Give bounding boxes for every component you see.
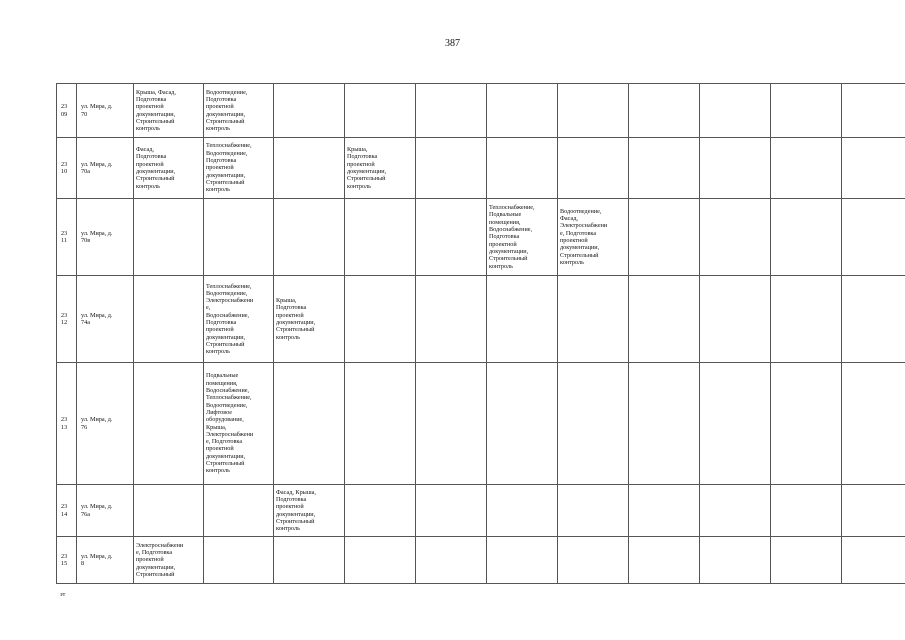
- work-cell: Подвальные помещения, Водоснабжение, Теплоснабжение, Водоотведение, Лифтовое оборудование, Крыша, Электроснабжени е, Подготовка проектной документации, Строительный контроль: [204, 363, 274, 485]
- work-cell: [629, 485, 700, 537]
- work-cell: [274, 138, 345, 199]
- work-cell: Фасад, Крыша, Подготовка проектной документации, Строительный контроль: [274, 485, 345, 537]
- work-cell: [700, 276, 771, 363]
- work-cell: [274, 537, 345, 584]
- work-cell: [700, 485, 771, 537]
- work-cell: [700, 138, 771, 199]
- work-cell: [700, 537, 771, 584]
- work-cell: [771, 84, 842, 138]
- row-number-cell: 23 11: [57, 199, 77, 276]
- work-cell: [842, 276, 905, 363]
- work-cell: [842, 84, 905, 138]
- work-cell: [629, 537, 700, 584]
- work-cell: Крыша, Подготовка проектной документации, Строительный контроль: [345, 138, 416, 199]
- work-cell: [487, 485, 558, 537]
- work-cell: [345, 276, 416, 363]
- work-cell: [416, 138, 487, 199]
- work-cell: [842, 537, 905, 584]
- work-cell: [416, 199, 487, 276]
- work-cell: [416, 537, 487, 584]
- work-cell: Фасад, Подготовка проектной документации, Строительный контроль: [134, 138, 204, 199]
- work-cell: [842, 485, 905, 537]
- work-cell: Теплоснабжение, Водоотведение, Электроснабжени е, Водоснабжение, Подготовка проектной документации, Строительный контроль: [204, 276, 274, 363]
- address-cell: ул. Мира, д. 70в: [77, 199, 134, 276]
- work-cell: [134, 199, 204, 276]
- work-cell: [487, 84, 558, 138]
- work-cell: [204, 537, 274, 584]
- work-cell: [204, 485, 274, 537]
- row-number-cell: 23 13: [57, 363, 77, 485]
- row-number-cell: 23 15: [57, 537, 77, 584]
- work-cell: [487, 138, 558, 199]
- address-cell: ул. Мира, д. 76а: [77, 485, 134, 537]
- table-row: [57, 138, 905, 199]
- work-cell: Теплоснабжение, Подвальные помещения, Водоснабжение, Подготовка проектной документации, Строительный контроль: [487, 199, 558, 276]
- work-cell: [345, 199, 416, 276]
- work-schedule-table: [56, 83, 905, 584]
- work-cell: [629, 138, 700, 199]
- work-cell: [487, 363, 558, 485]
- work-cell: [134, 276, 204, 363]
- work-cell: [771, 363, 842, 485]
- work-cell: [416, 84, 487, 138]
- work-cell: [134, 363, 204, 485]
- work-cell: [274, 199, 345, 276]
- work-cell: Теплоснабжение, Водоотведение, Подготовка проектной документации, Строительный контроль: [204, 138, 274, 199]
- work-cell: [487, 537, 558, 584]
- work-cell: Крыша, Подготовка проектной документации, Строительный контроль: [274, 276, 345, 363]
- work-cell: [771, 537, 842, 584]
- work-cell: [629, 84, 700, 138]
- table-row: [57, 84, 905, 138]
- work-cell: [204, 199, 274, 276]
- work-cell: [345, 363, 416, 485]
- work-cell: Водоотведение, Фасад, Электроснабжени е, Подготовка проектной документации, Строительный контроль: [558, 199, 629, 276]
- work-cell: [700, 84, 771, 138]
- work-cell: [771, 276, 842, 363]
- work-cell: [416, 485, 487, 537]
- work-cell: [558, 485, 629, 537]
- work-cell: [771, 485, 842, 537]
- work-cell: [629, 276, 700, 363]
- work-cell: [558, 84, 629, 138]
- work-cell: [558, 537, 629, 584]
- work-cell: [134, 485, 204, 537]
- work-cell: [771, 199, 842, 276]
- table-row: [57, 485, 905, 537]
- address-cell: ул. Мира, д. 70: [77, 84, 134, 138]
- work-cell: [345, 485, 416, 537]
- work-cell: [416, 363, 487, 485]
- work-cell: [558, 363, 629, 485]
- work-cell: [345, 537, 416, 584]
- work-cell: [700, 199, 771, 276]
- page-number: 387: [445, 38, 460, 49]
- work-cell: [842, 199, 905, 276]
- work-cell: [842, 363, 905, 485]
- work-cell: [558, 138, 629, 199]
- address-cell: ул. Мира, д. 74а: [77, 276, 134, 363]
- work-cell: [629, 363, 700, 485]
- work-cell: [700, 363, 771, 485]
- row-number-cell: 23 14: [57, 485, 77, 537]
- row-number-cell: 23 12: [57, 276, 77, 363]
- work-cell: [487, 276, 558, 363]
- work-cell: Крыша, Фасад, Подготовка проектной документации, Строительный контроль: [134, 84, 204, 138]
- work-cell: [629, 199, 700, 276]
- work-cell: [771, 138, 842, 199]
- work-cell: [274, 363, 345, 485]
- work-cell: [842, 138, 905, 199]
- address-cell: ул. Мира, д. 8: [77, 537, 134, 584]
- table-row: [57, 276, 905, 363]
- address-cell: ул. Мира, д. 70а: [77, 138, 134, 199]
- table-row: [57, 537, 905, 584]
- address-cell: ул. Мира, д. 76: [77, 363, 134, 485]
- table-row: [57, 199, 905, 276]
- work-cell: Водоотведение, Подготовка проектной документации, Строительный контроль: [204, 84, 274, 138]
- row-number-cell: 23 09: [57, 84, 77, 138]
- work-cell: [274, 84, 345, 138]
- table-row: [57, 363, 905, 485]
- work-cell: [345, 84, 416, 138]
- work-cell: Электроснабжени е, Подготовка проектной документации, Строительный: [134, 537, 204, 584]
- footer-mark: эт: [60, 592, 66, 598]
- work-cell: [558, 276, 629, 363]
- row-number-cell: 23 10: [57, 138, 77, 199]
- work-cell: [416, 276, 487, 363]
